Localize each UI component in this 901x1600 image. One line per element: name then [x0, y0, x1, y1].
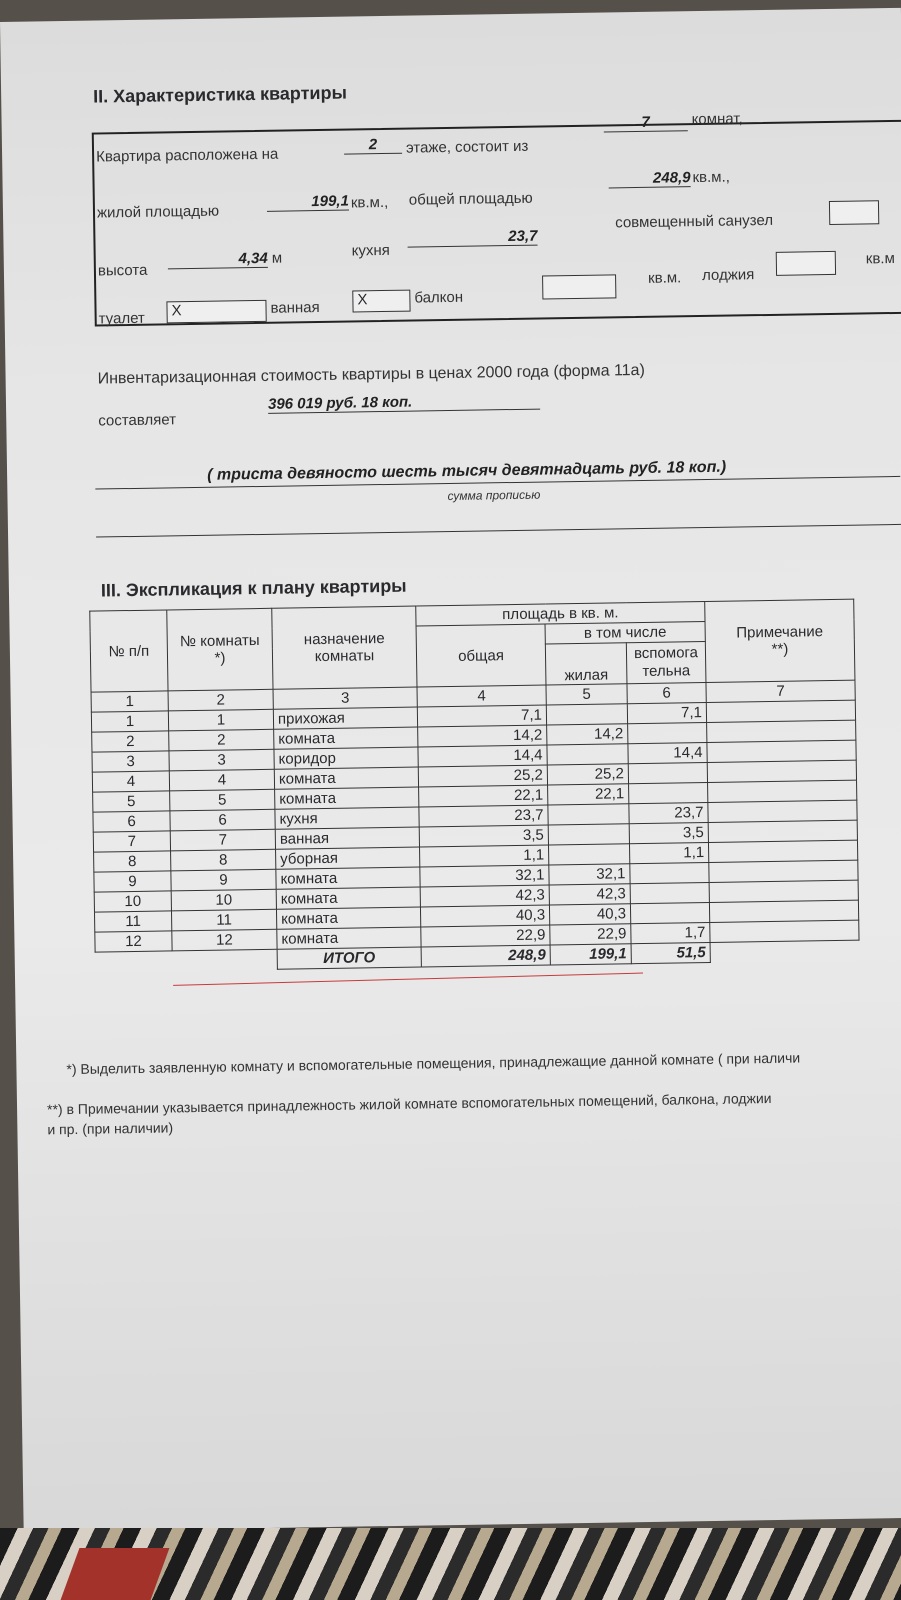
note-cell — [708, 840, 857, 862]
note-cell — [707, 760, 856, 782]
row-number-cell: 3 — [92, 751, 169, 772]
column-number-cell: 5 — [546, 684, 627, 705]
living-area-cell: 42,3 — [549, 884, 630, 905]
combined-bathroom-checkbox — [829, 200, 879, 225]
row-number-cell: 10 — [94, 891, 171, 912]
aux-area-cell: 1,7 — [631, 922, 710, 943]
room-name-cell: комната — [274, 767, 418, 789]
room-name-cell: комната — [276, 887, 420, 909]
note-cell — [708, 820, 857, 842]
empty-cell — [710, 940, 859, 962]
rooms-value: 7 — [604, 113, 688, 132]
words-caption: сумма прописью — [447, 487, 541, 504]
kitchen-value: 23,7 — [407, 228, 537, 248]
inventory-value: 396 019 руб. 18 коп. — [268, 392, 540, 414]
section3-title: III. Экспликация к плану квартиры — [100, 575, 407, 601]
living-area-value: 199,1 — [267, 193, 349, 212]
aux-area-cell — [629, 782, 708, 803]
room-name-cell: кухня — [275, 807, 419, 829]
room-number-cell: 9 — [171, 869, 276, 891]
apartment-characteristics-box — [92, 110, 901, 328]
room-number-cell: 8 — [171, 849, 276, 871]
total-area-cell: 14,4 — [418, 745, 547, 767]
row-number-cell: 12 — [95, 931, 172, 952]
height-value: 4,34 — [168, 250, 268, 270]
empty-cell — [95, 951, 172, 972]
loggia-area-box — [776, 251, 836, 276]
header-purpose: назначение комнаты — [272, 606, 417, 689]
living-area-cell — [548, 844, 629, 865]
bath-checkbox: X — [352, 290, 410, 313]
header-area: площадь в кв. м. — [416, 602, 705, 627]
room-number-cell: 11 — [171, 909, 276, 931]
room-number-cell: 6 — [170, 809, 275, 831]
balcony-label: балкон — [414, 288, 464, 307]
aux-area-cell — [630, 902, 709, 923]
living-area-cell — [547, 744, 628, 765]
total-area-cell: 40,3 — [420, 905, 549, 927]
header-living: жилая — [545, 643, 627, 685]
totals-aux: 51,5 — [631, 942, 710, 963]
note-cell — [708, 780, 857, 802]
total-area-cell: 32,1 — [420, 865, 549, 887]
living-area-unit: кв.м., — [350, 193, 389, 212]
note-cell — [707, 720, 856, 742]
balcony-area-box — [542, 274, 616, 299]
document-sheet — [0, 8, 901, 1532]
column-number-cell: 6 — [627, 682, 706, 703]
aux-area-cell — [630, 882, 709, 903]
total-area-value: 248,9 — [608, 169, 690, 188]
column-number-cell: 7 — [706, 680, 855, 702]
row-number-cell: 9 — [94, 871, 171, 892]
room-name-cell: коридор — [274, 747, 418, 769]
rooms-suffix: комнат, — [691, 110, 743, 129]
room-name-cell: уборная — [276, 847, 420, 869]
header-incl: в том числе — [545, 622, 705, 645]
floor-label: Квартира расположена на — [95, 145, 279, 166]
combined-bathroom-label: совмещенный санузел — [615, 211, 774, 232]
column-number-cell: 4 — [417, 685, 546, 707]
loggia-unit: кв.м — [865, 249, 895, 268]
kitchen-label: кухня — [351, 241, 390, 260]
footnote-2a: **) в Примечании указывается принадлежность жилой комнате вспомогательных помещений, балкона, лоджии — [46, 1090, 772, 1118]
aux-area-cell — [630, 862, 709, 883]
room-number-cell: 5 — [170, 789, 275, 811]
explication-table — [89, 599, 860, 973]
row-number-cell: 1 — [91, 711, 168, 732]
row-number-cell: 11 — [94, 911, 171, 932]
toilet-label: туалет — [98, 309, 145, 328]
room-name-cell: комната — [276, 907, 420, 929]
red-underline-mark — [173, 973, 643, 986]
header-note: Примечание **) — [705, 599, 855, 682]
room-name-cell: комната — [276, 867, 420, 889]
total-area-cell: 3,5 — [419, 825, 548, 847]
totals-living: 199,1 — [550, 944, 631, 965]
floor-suffix: этаже, состоит из — [405, 137, 529, 157]
living-area-cell — [548, 824, 629, 845]
row-number-cell: 2 — [92, 731, 169, 752]
empty-cell — [172, 949, 277, 971]
total-area-cell: 14,2 — [418, 725, 547, 747]
total-area-cell: 22,1 — [419, 785, 548, 807]
column-number-cell: 1 — [91, 691, 168, 712]
room-name-cell: ванная — [275, 827, 419, 849]
aux-area-cell: 23,7 — [629, 802, 708, 823]
section2-title: II. Характеристика квартиры — [93, 82, 347, 107]
height-unit: м — [271, 249, 283, 267]
footnote-2b: и пр. (при наличии) — [47, 1119, 174, 1138]
room-number-cell: 12 — [172, 929, 277, 951]
living-area-cell: 25,2 — [547, 764, 628, 785]
living-area-cell: 14,2 — [547, 724, 628, 745]
total-area-cell: 25,2 — [418, 765, 547, 787]
living-area-cell: 22,9 — [550, 924, 631, 945]
header-total: общая — [416, 624, 546, 687]
inventory-words: ( триста девяносто шесть тысяч девятнадцать руб. 18 коп.) — [207, 458, 727, 484]
living-area-cell: 32,1 — [549, 864, 630, 885]
note-cell — [710, 920, 859, 942]
aux-area-cell: 14,4 — [628, 742, 707, 763]
floor-value: 2 — [344, 136, 402, 155]
room-number-cell: 2 — [169, 729, 274, 751]
room-number-cell: 4 — [169, 769, 274, 791]
room-name-cell: прихожая — [273, 707, 417, 729]
height-label: высота — [97, 261, 148, 280]
room-number-cell: 1 — [168, 709, 273, 731]
header-num: № п/п — [90, 610, 168, 692]
inventory-line: Инвентаризационная стоимость квартиры в ценах 2000 года (форма 11а) — [97, 361, 645, 388]
note-cell — [709, 860, 858, 882]
row-number-cell: 4 — [92, 771, 169, 792]
inventory-label: составляет — [98, 411, 177, 430]
living-area-cell — [548, 804, 629, 825]
living-area-label: жилой площадью — [96, 202, 220, 222]
total-area-cell: 1,1 — [420, 845, 549, 867]
aux-area-cell — [628, 762, 707, 783]
toilet-checkbox: X — [166, 300, 266, 324]
room-number-cell: 10 — [171, 889, 276, 911]
aux-area-cell — [628, 722, 707, 743]
row-number-cell: 6 — [93, 811, 170, 832]
header-room-num: № комнаты *) — [167, 608, 273, 691]
row-number-cell: 7 — [93, 831, 170, 852]
room-number-cell: 7 — [170, 829, 275, 851]
note-cell — [709, 900, 858, 922]
room-name-cell: комната — [275, 787, 419, 809]
footnote-1: *) Выделить заявленную комнату и вспомогательные помещения, принадлежащие данной комнате ( при наличи — [66, 1049, 801, 1078]
column-number-cell: 2 — [168, 689, 273, 711]
aux-area-cell: 1,1 — [629, 842, 708, 863]
aux-area-cell: 7,1 — [627, 702, 706, 723]
aux-area-cell: 3,5 — [629, 822, 708, 843]
living-area-cell: 22,1 — [548, 784, 629, 805]
total-area-cell: 42,3 — [420, 885, 549, 907]
room-number-cell: 3 — [169, 749, 274, 771]
second-underline — [96, 524, 901, 538]
bath-label: ванная — [270, 299, 320, 317]
balcony-unit: кв.м. — [647, 269, 682, 287]
note-cell — [707, 740, 856, 762]
living-area-cell — [546, 704, 627, 725]
background-red-object — [61, 1548, 170, 1600]
room-name-cell: комната — [277, 927, 421, 949]
note-cell — [709, 880, 858, 902]
column-number-cell: 3 — [273, 687, 417, 709]
total-area-cell: 22,9 — [421, 925, 550, 947]
totals-total: 248,9 — [421, 945, 550, 967]
note-cell — [706, 700, 855, 722]
loggia-label: лоджия — [701, 266, 755, 285]
row-number-cell: 8 — [94, 851, 171, 872]
totals-label: ИТОГО — [277, 947, 421, 969]
note-cell — [708, 800, 857, 822]
total-area-cell: 7,1 — [417, 705, 546, 727]
header-aux: вспомогательна — [626, 641, 706, 683]
row-number-cell: 5 — [93, 791, 170, 812]
total-area-cell: 23,7 — [419, 805, 548, 827]
room-name-cell: комната — [274, 727, 418, 749]
total-area-unit: кв.м., — [692, 168, 731, 187]
total-area-label: общей площадью — [408, 189, 533, 209]
living-area-cell: 40,3 — [549, 904, 630, 925]
